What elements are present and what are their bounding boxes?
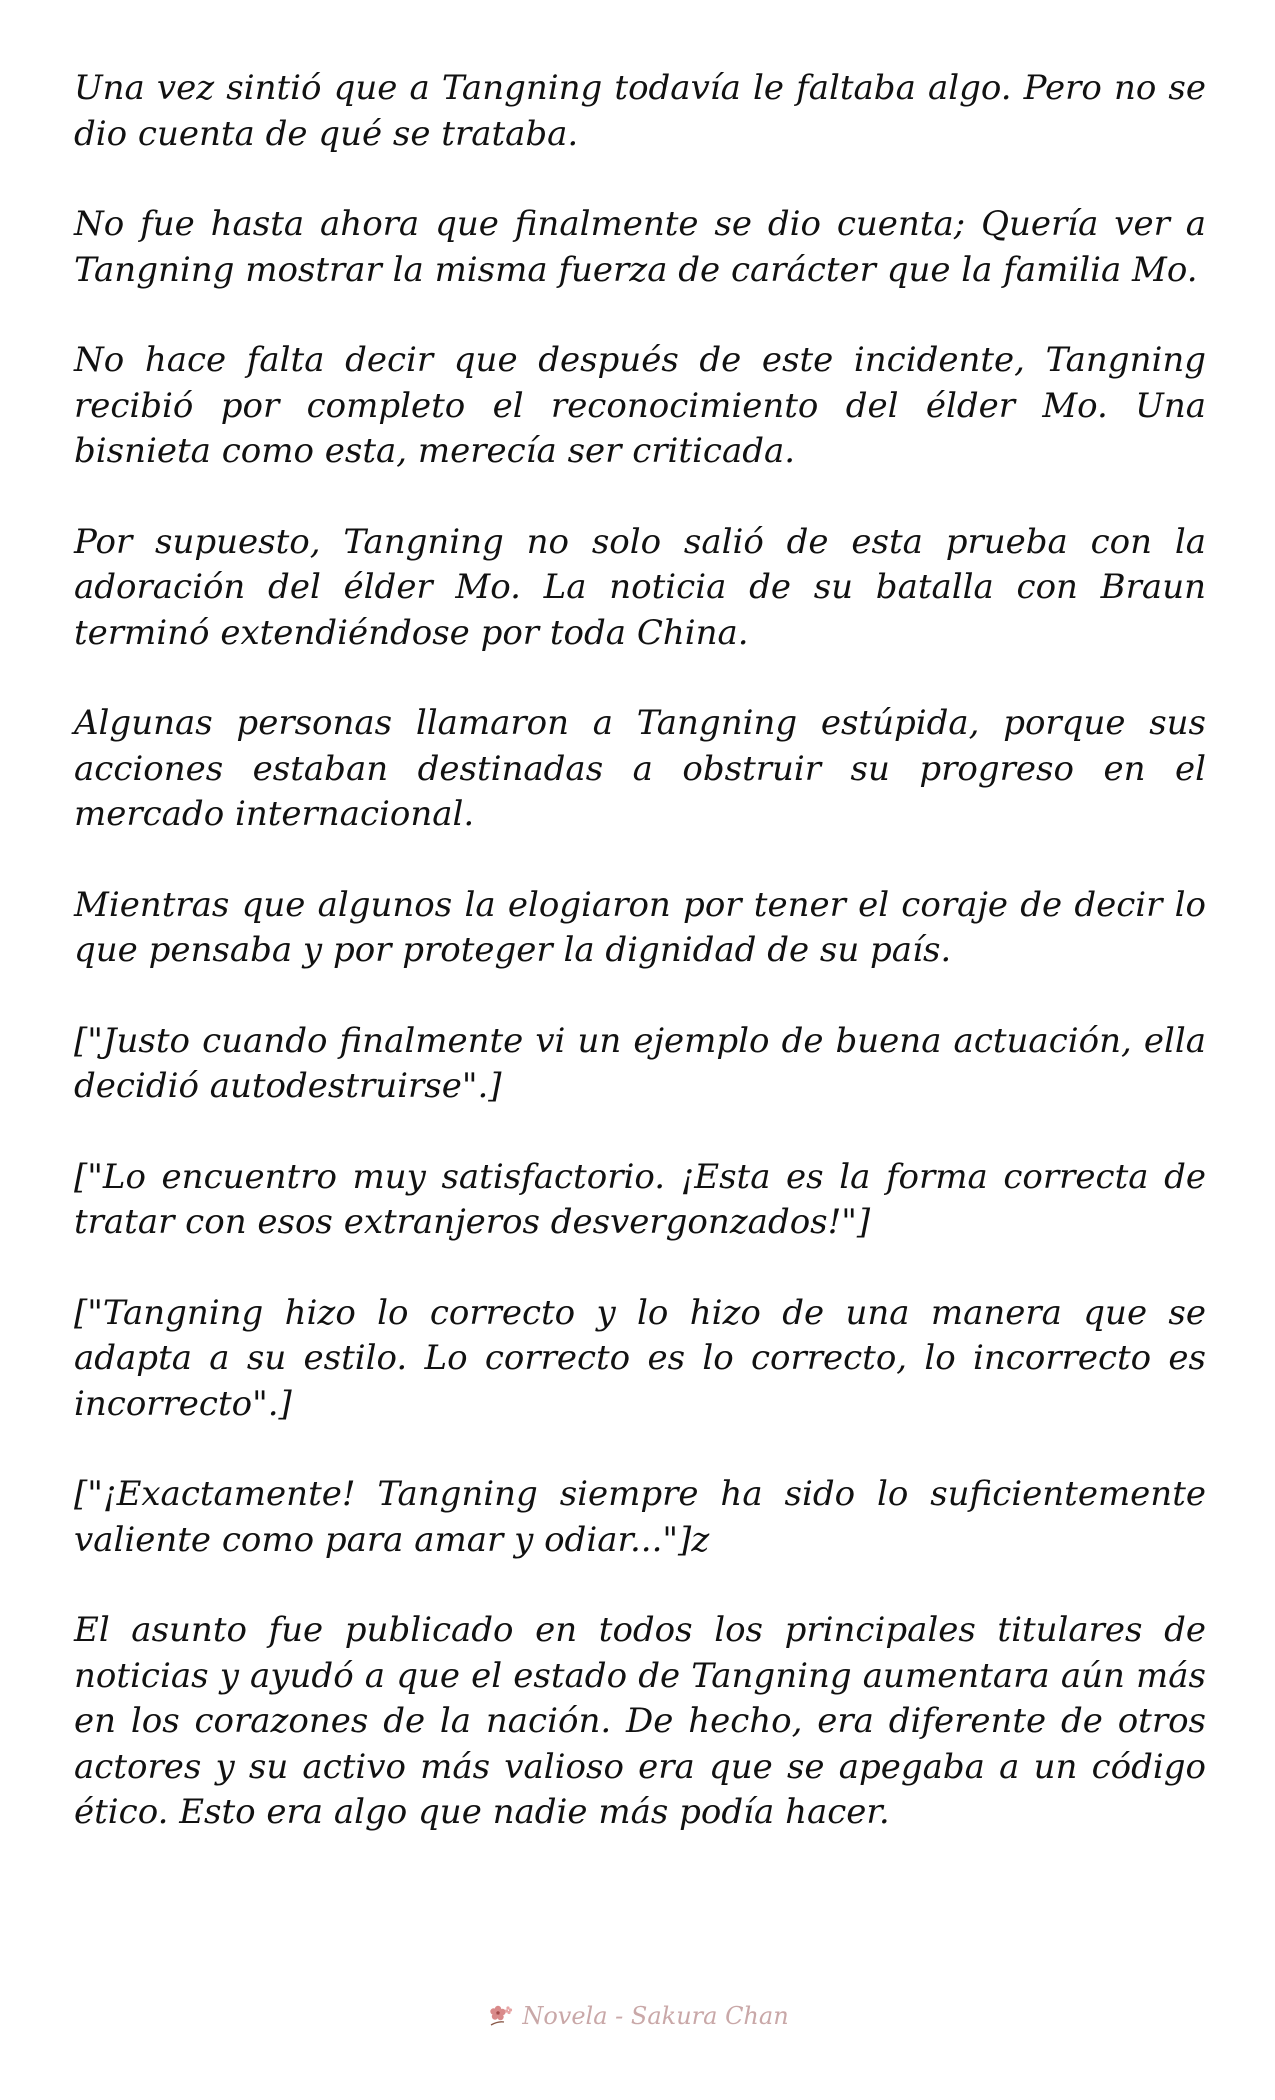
watermark-text: Novela - Sakura Chan <box>522 2002 789 2030</box>
paragraph-2: No fue hasta ahora que finalmente se dio cuenta; Quería ver a Tangning mostrar la misma fuerza de carácter que la familia Mo. <box>74 204 1206 290</box>
footer-watermark <box>0 1994 1275 2038</box>
sakura-blossom-icon <box>486 2001 516 2031</box>
paragraph-7: ["Justo cuando finalmente vi un ejemplo de buena actuación, ella decidió autodestruirse".] <box>74 1020 1206 1106</box>
watermark-group <box>486 2001 788 2031</box>
paragraph-4: Por supuesto, Tangning no solo salió de esta prueba con la adoración del élder Mo. La noticia de su batalla con Braun terminó extendiéndose por toda China. <box>74 521 1206 653</box>
paragraph-10: ["¡Exactamente! Tangning siempre ha sido lo suficientemente valiente como para amar y odiar..."]z <box>74 1474 1206 1560</box>
paragraph-1: Una vez sintió que a Tangning todavía le faltaba algo. Pero no se dio cuenta de qué se trataba. <box>74 68 1206 154</box>
paragraph-9: ["Tangning hizo lo correcto y lo hizo de una manera que se adapta a su estilo. Lo correcto es lo correcto, lo incorrecto es incorrecto".] <box>74 1292 1206 1424</box>
document-body <box>74 66 1206 1881</box>
paragraph-5: Algunas personas llamaron a Tangning estúpida, porque sus acciones estaban destinadas a obstruir su progreso en el mercado internacional. <box>74 703 1206 834</box>
paragraph-3: No hace falta decir que después de este incidente, Tangning recibió por completo el reconocimiento del élder Mo. Una bisnieta como esta, merecía ser criticada. <box>74 340 1206 471</box>
paragraph-8: ["Lo encuentro muy satisfactorio. ¡Esta es la forma correcta de tratar con esos extranjeros desvergonzados!"] <box>74 1156 1206 1242</box>
paragraph-6: Mientras que algunos la elogiaron por tener el coraje de decir lo que pensaba y por proteger la dignidad de su país. <box>74 884 1206 970</box>
paragraph-11: El asunto fue publicado en todos los principales titulares de noticias y ayudó a que el estado de Tangning aumentara aún más en los corazones de la nación. De hecho, era diferente de otros actores y su activo más valioso era que se apegaba a un código ético. Esto era algo que nadie más podía hacer. <box>74 1610 1206 1832</box>
